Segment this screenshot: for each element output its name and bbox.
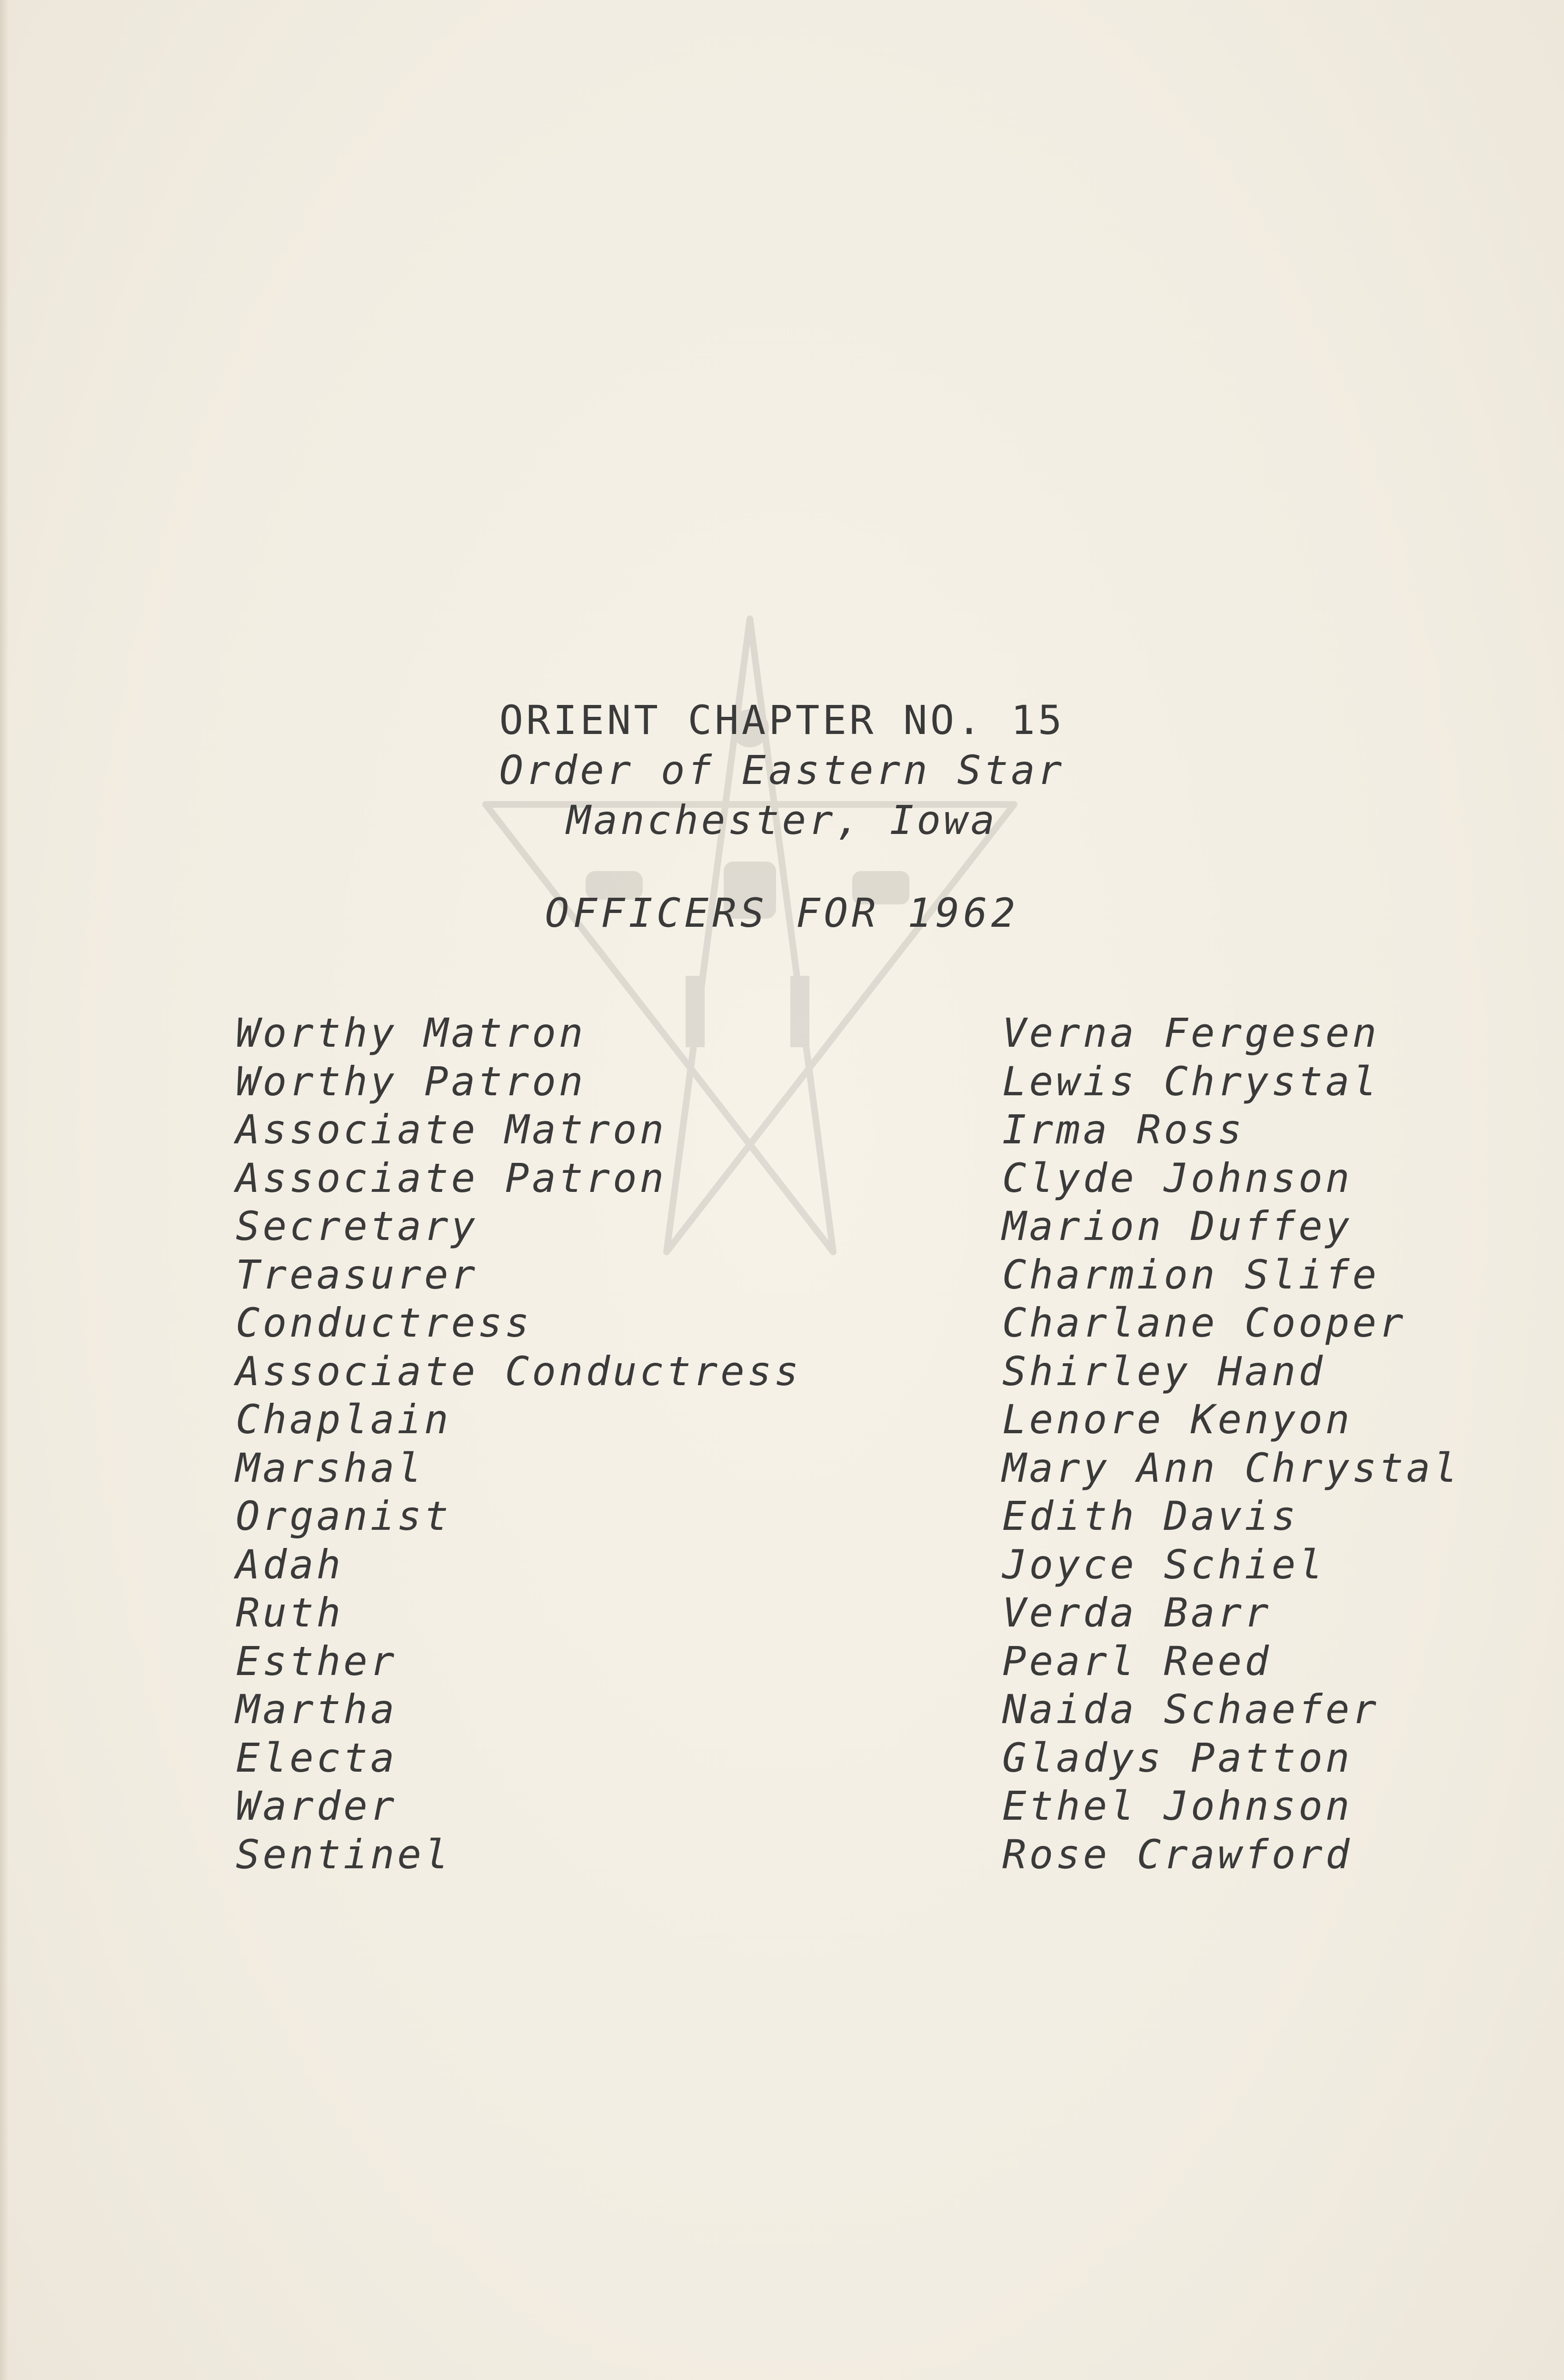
- officer-name: Verda Barr: [1002, 1589, 1272, 1636]
- officer-name: Pearl Reed: [1002, 1637, 1272, 1685]
- office-title: Associate Conductress: [236, 1348, 802, 1395]
- officer-row: [236, 1058, 1521, 1106]
- office-title: Ruth: [236, 1589, 344, 1636]
- officer-row: [236, 1348, 1521, 1396]
- officer-row: [236, 1202, 1521, 1251]
- officer-name: Clyde Johnson: [1002, 1154, 1353, 1201]
- officer-row: [236, 1541, 1521, 1589]
- officer-row: [236, 1782, 1521, 1831]
- office-title: Associate Patron: [236, 1154, 667, 1201]
- office-title: Esther: [236, 1637, 398, 1685]
- officer-name: Joyce Schiel: [1002, 1541, 1325, 1588]
- officer-name: Charmion Slife: [1002, 1251, 1380, 1298]
- officer-row: [236, 1299, 1521, 1348]
- officer-name: Naida Schaefer: [1002, 1686, 1380, 1733]
- page-edge-shadow: [0, 0, 9, 2380]
- office-title: Warder: [236, 1783, 398, 1829]
- officer-name: Shirley Hand: [1002, 1348, 1325, 1395]
- office-title: Conductress: [236, 1299, 532, 1346]
- officer-name: Lewis Chrystal: [1002, 1058, 1380, 1105]
- office-title: Sentinel: [236, 1831, 451, 1878]
- office-title: Adah: [236, 1541, 344, 1588]
- officer-name: Verna Fergesen: [1002, 1010, 1380, 1056]
- office-title: Secretary: [236, 1203, 478, 1250]
- officer-row: [236, 1396, 1521, 1444]
- office-title: Marshal: [236, 1444, 425, 1491]
- officer-name: Rose Crawford: [1002, 1831, 1353, 1878]
- officer-name: Edith Davis: [1002, 1493, 1299, 1539]
- officer-row: [236, 1444, 1521, 1493]
- office-title: Martha: [236, 1686, 398, 1733]
- officer-row: [236, 1492, 1521, 1541]
- officer-row: [236, 1686, 1521, 1734]
- officer-row: [236, 1831, 1521, 1879]
- office-title: Worthy Patron: [236, 1058, 586, 1105]
- officer-row: [236, 1589, 1521, 1637]
- chapter-title: ORIENT CHAPTER NO. 15: [499, 697, 1065, 744]
- officer-row: [236, 1734, 1521, 1783]
- order-name: Order of Eastern Star: [499, 747, 1065, 793]
- officer-name: Lenore Kenyon: [1002, 1396, 1353, 1443]
- office-title: Treasurer: [236, 1251, 478, 1298]
- office-title: Electa: [236, 1734, 398, 1781]
- officer-name: Marion Duffey: [1002, 1203, 1353, 1250]
- officer-name: Charlane Cooper: [1002, 1299, 1406, 1346]
- officer-roster: [236, 1009, 1521, 1879]
- officer-row: [236, 1154, 1521, 1203]
- officer-name: Irma Ross: [1002, 1106, 1245, 1153]
- officer-name: Gladys Patton: [1002, 1734, 1353, 1781]
- location: Manchester, Iowa: [566, 797, 998, 843]
- officer-row: [236, 1106, 1521, 1154]
- officers-title: OFFICERS FOR 1962: [545, 890, 1019, 936]
- officer-row: [236, 1637, 1521, 1686]
- office-title: Organist: [236, 1493, 451, 1539]
- officer-row: [236, 1251, 1521, 1299]
- officer-row: [236, 1009, 1521, 1058]
- officer-name: Ethel Johnson: [1002, 1783, 1353, 1829]
- office-title: Associate Matron: [236, 1106, 667, 1153]
- office-title: Worthy Matron: [236, 1010, 586, 1056]
- officer-name: Mary Ann Chrystal: [1002, 1444, 1460, 1491]
- office-title: Chaplain: [236, 1396, 451, 1443]
